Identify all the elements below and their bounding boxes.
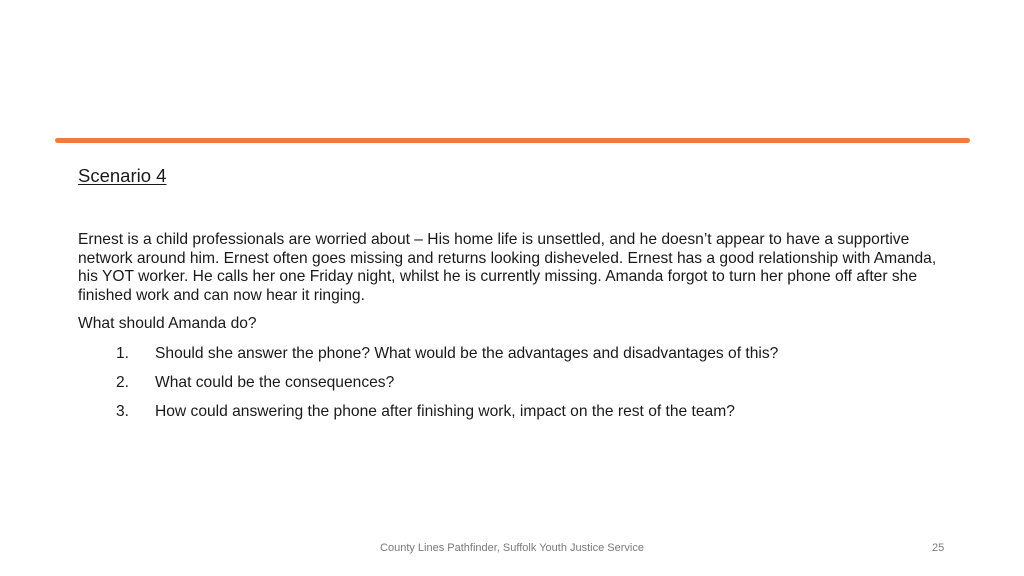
list-item-number: 3. [116,403,130,420]
footer-text: County Lines Pathfinder, Suffolk Youth Justice Service [380,542,644,554]
accent-divider [55,138,970,143]
scenario-description: Ernest is a child professionals are worried about – His home life is unsettled, and he doesn’t appear to have a supportive network around him. Ernest often goes missing and returns looking disheveled. Ernest has a good relationship with Amanda, his YOT worker. He calls her one Friday night, whilst he is currently missing. Amanda forgot to turn her phone off after she finished work and can now hear it ringing. [78,231,937,304]
list-item-text: How could answering the phone after finishing work, impact on the rest of the team? [155,403,735,420]
page-number: 25 [932,542,945,554]
list-item-text: What could be the consequences? [155,374,395,391]
list-item-number: 1. [116,345,130,362]
list-item-text: Should she answer the phone? What would be the advantages and disadvantages of this? [155,345,779,362]
main-question: What should Amanda do? [78,315,257,332]
slide-title: Scenario 4 [78,165,167,186]
list-item-number: 2. [116,374,130,391]
